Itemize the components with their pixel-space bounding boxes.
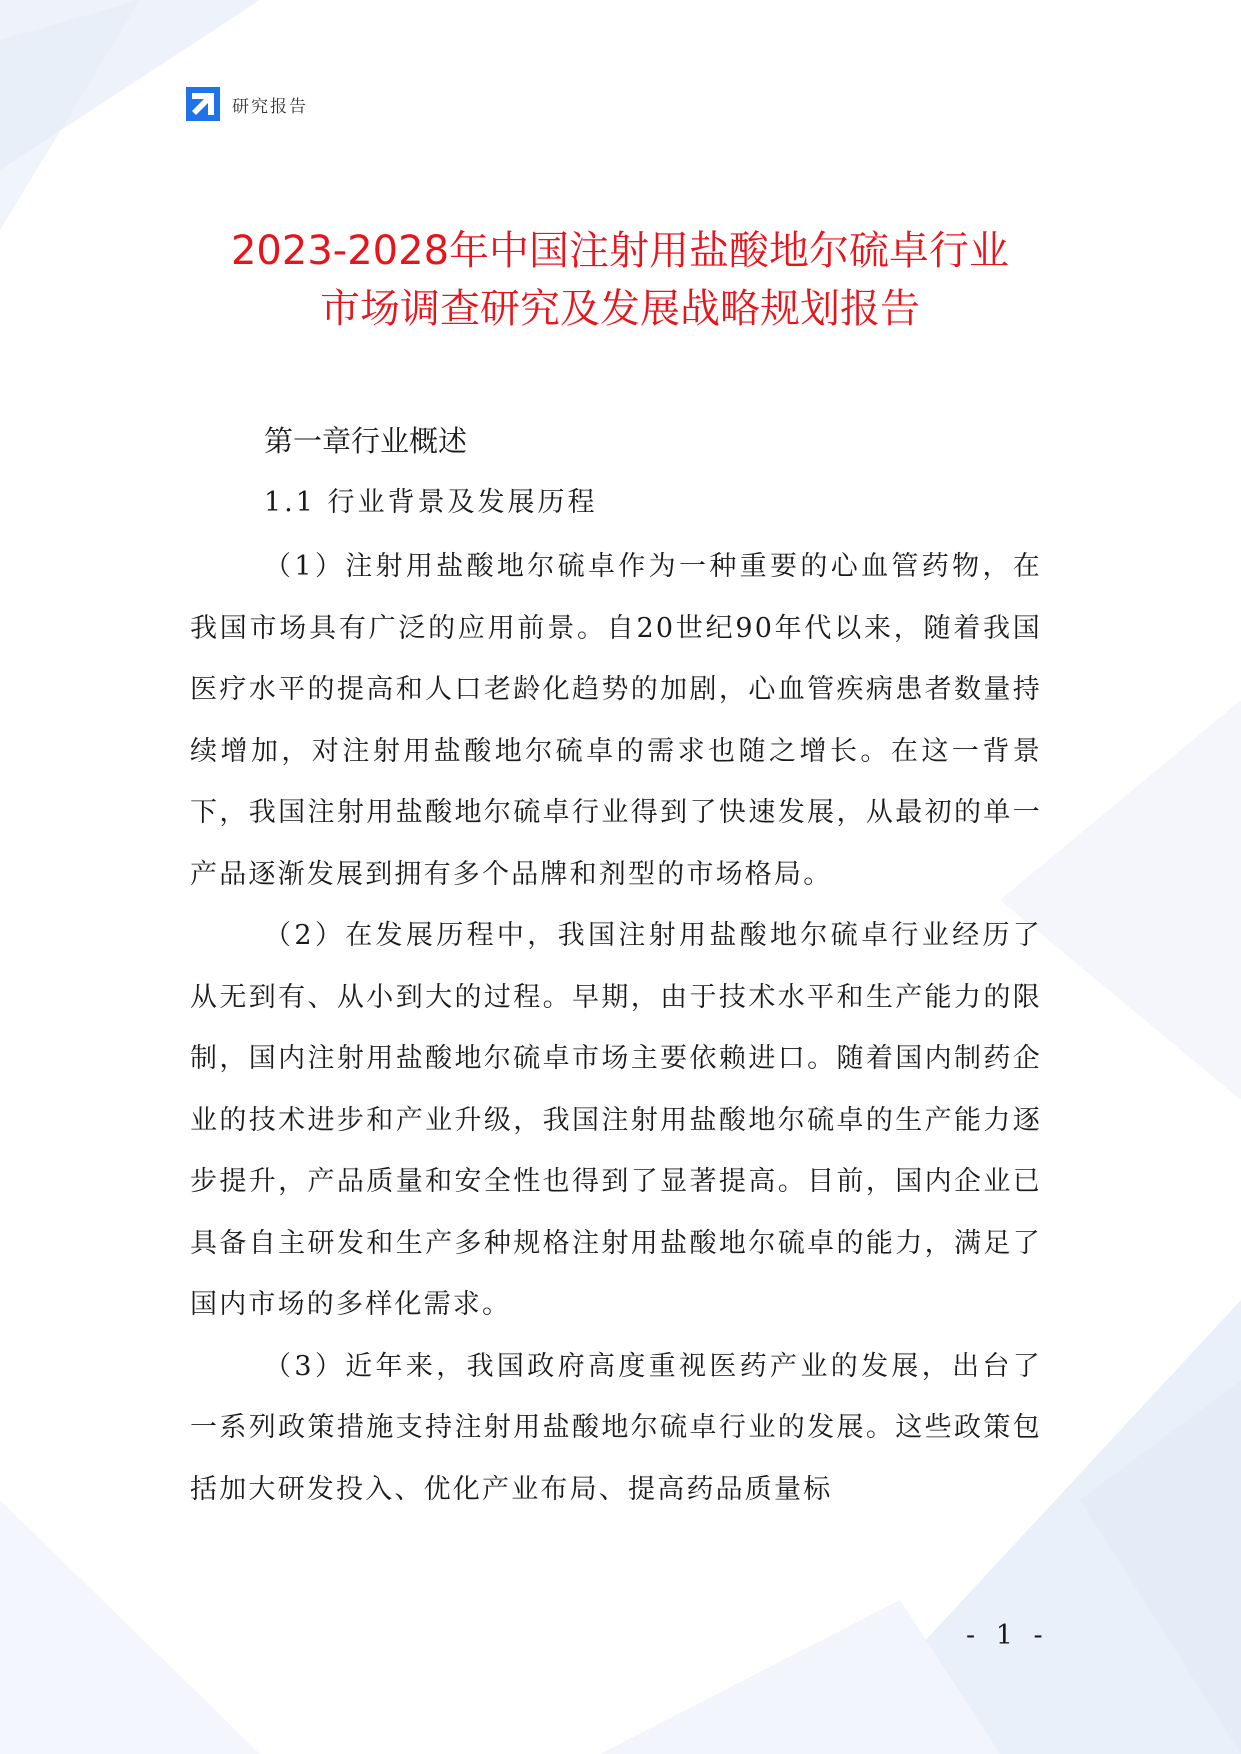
document-body bbox=[190, 412, 1042, 1520]
section-heading: 1.1 行业背景及发展历程 bbox=[264, 487, 598, 518]
arrow-logo-icon bbox=[186, 87, 220, 121]
paragraph-3: （3）近年来，我国政府高度重视医药产业的发展，出台了一系列政策措施支持注射用盐酸地尔硫卓行业的发展。这些政策包括加大研发投入、优化产业布局、提高药品质量标 bbox=[190, 1350, 1042, 1505]
report-title bbox=[170, 222, 1070, 338]
paragraph-1: （1）注射用盐酸地尔硫卓作为一种重要的心血管药物，在我国市场具有广泛的应用前景。自20世纪90年代以来，随着我国医疗水平的提高和人口老龄化趋势的加剧，心血管疾病患者数量持续增加，对注射用盐酸地尔硫卓的需求也随之增长。在这一背景下，我国注射用盐酸地尔硫卓行业得到了快速发展，从最初的单一产品逐渐发展到拥有多个品牌和剂型的市场格局。 bbox=[190, 551, 1042, 890]
paragraph-2: （2）在发展历程中，我国注射用盐酸地尔硫卓行业经历了从无到有、从小到大的过程。早期，由于技术水平和生产能力的限制，国内注射用盐酸地尔硫卓市场主要依赖进口。随着国内制药企业的技术进步和产业升级，我国注射用盐酸地尔硫卓的生产能力逐步提升，产品质量和安全性也得到了显著提高。目前，国内企业已具备自主研发和生产多种规格注射用盐酸地尔硫卓的能力，满足了国内市场的多样化需求。 bbox=[190, 920, 1042, 1320]
chapter-heading: 第一章行业概述 bbox=[264, 424, 468, 458]
header-label: 研究报告 bbox=[232, 96, 308, 117]
page-number: - 1 - bbox=[966, 1620, 1049, 1651]
title-line-1: 2023-2028年中国注射用盐酸地尔硫卓行业 bbox=[230, 228, 1010, 274]
header bbox=[186, 86, 308, 122]
title-line-2: 市场调查研究及发展战略规划报告 bbox=[320, 286, 920, 332]
